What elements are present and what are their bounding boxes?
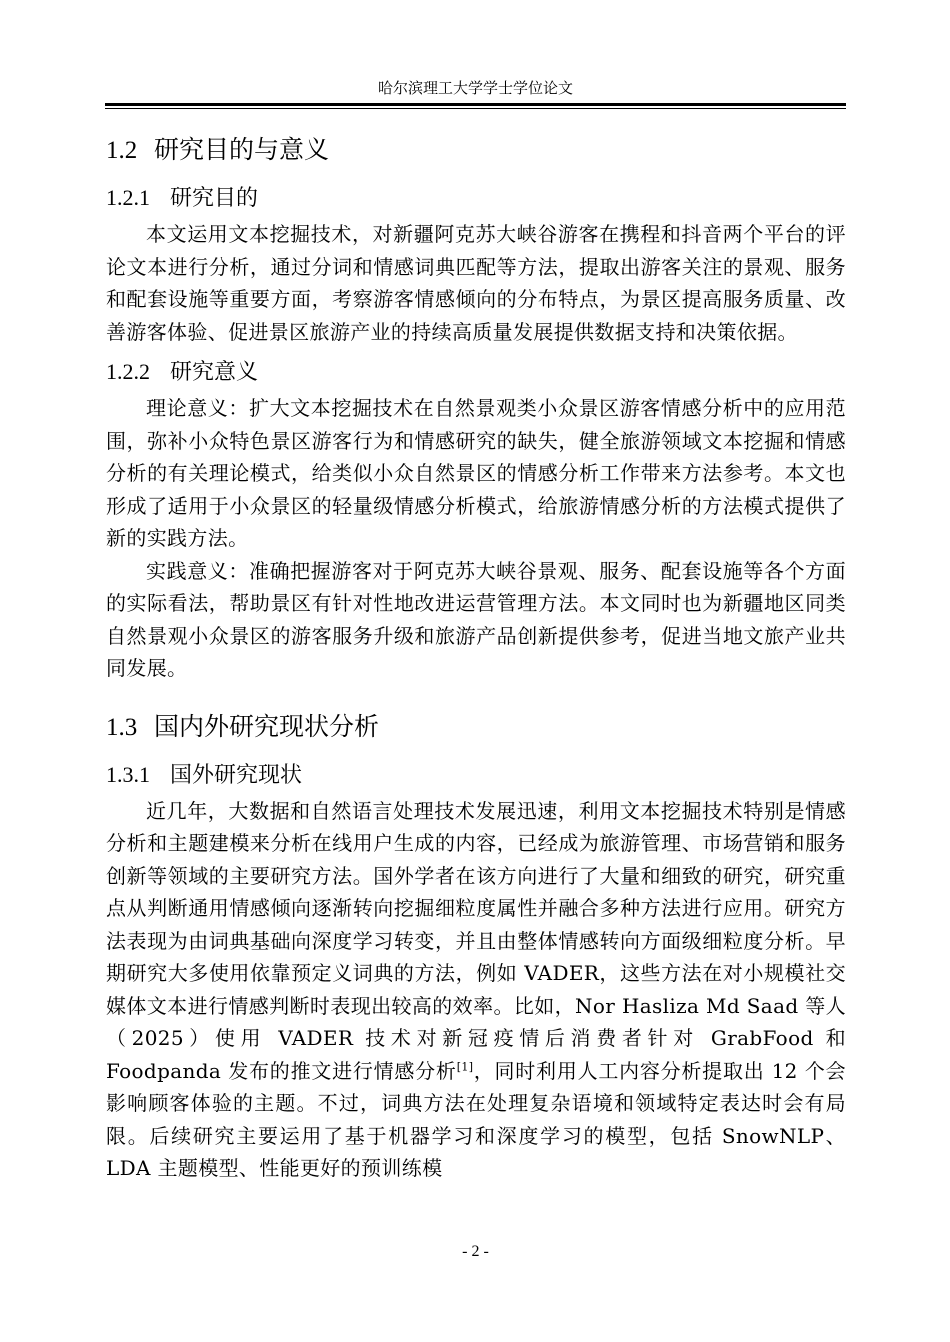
subsection-title: 国外研究现状 [170, 762, 303, 788]
subsection-title: 研究目的 [170, 186, 259, 211]
running-header: 哈尔滨理工大学学士学位论文 [377, 79, 573, 97]
page-number: - 2 - [462, 1243, 489, 1260]
section-number: 1.3 [106, 713, 138, 741]
paragraph-text: ，同时利用人工内容分析提取出 12 个会影响顾客体验的主题。不过，词典方法在处理复杂语境和领域特定表达时会有局限。后续研究主要运用了基于机器学习和深度学习的模型，包括 SnowNLP、LDA 主题模型、性能更好的预训练模 [106, 1058, 846, 1180]
paragraph-foreign-research [106, 795, 846, 1185]
subsection-title: 研究意义 [170, 360, 259, 385]
section-heading-1-2 [106, 128, 846, 178]
paragraph-practical-significance: 实践意义：准确把握游客对于阿克苏大峡谷景观、服务、配套设施等各个方面的实际看法，帮助景区有针对性地改进运营管理方法。本文同时也为新疆地区同类自然景观小众景区的游客服务升级和旅游产品创新提供参考，促进当地文旅产业共同发展。 [106, 558, 846, 680]
section-title: 国内外研究现状分析 [154, 711, 380, 741]
section-title: 研究目的与意义 [154, 135, 330, 164]
subsection-number: 1.2.1 [106, 185, 150, 210]
paragraph-theoretical-significance: 理论意义：扩大文本挖掘技术在自然景观类小众景区游客情感分析中的应用范围，弥补小众特色景区游客行为和情感研究的缺失，健全旅游领域文本挖掘和情感分析的有关理论模式，给类似小众自然景区的情感分析工作带来方法参考。本文也形成了适用于小众景区的轻量级情感分析模式，给旅游情感分析的方法模式提供了新的实践方法。 [106, 396, 846, 550]
section-heading-1-3 [106, 705, 846, 755]
subsection-number: 1.2.2 [106, 359, 150, 384]
subsection-heading-1-2-1 [106, 178, 846, 218]
subsection-number: 1.3.1 [106, 761, 150, 787]
header-rule-thick [105, 103, 846, 106]
paragraph-research-purpose: 本文运用文本挖掘技术，对新疆阿克苏大峡谷游客在携程和抖音两个平台的评论文本进行分析，通过分词和情感词典匹配等方法，提取出游客关注的景观、服务和配套设施等重要方面，考察游客情感倾向的分布特点，为景区提高服务质量、改善游客体验、促进景区旅游产业的持续高质量发展提供数据支持和决策依据。 [106, 222, 846, 344]
section-number: 1.2 [106, 137, 138, 164]
subsection-heading-1-3-1 [106, 755, 846, 795]
header-rule-thin [105, 108, 846, 109]
page-body [106, 128, 846, 1185]
citation-ref[interactable]: [1] [456, 1059, 474, 1073]
subsection-heading-1-2-2 [106, 352, 846, 392]
paragraph-text: 近几年，大数据和自然语言处理技术发展迅速，利用文本挖掘技术特别是情感分析和主题建模来分析在线用户生成的内容，已经成为旅游管理、市场营销和服务创新等领域的主要研究方法。国外学者在该方向进行了大量和细致的研究，研究重点从判断通用情感倾向逐渐转向挖掘细粒度属性并融合多种方法进行应用。研究方法表现为由词典基础向深度学习转变，并且由整体情感转向方面级细粒度分析。早期研究大多使用依靠预定义词典的方法，例如 VADER，这些方法在对小规模社交媒体文本进行情感判断时表现出较高的效率。比如，Nor Hasliza Md Saad 等人（2025）使用 VADER 技术对新冠疫情后消费者针对 GrabFood 和 Foodpanda 发布的推文进行情感分析 [106, 798, 846, 1083]
